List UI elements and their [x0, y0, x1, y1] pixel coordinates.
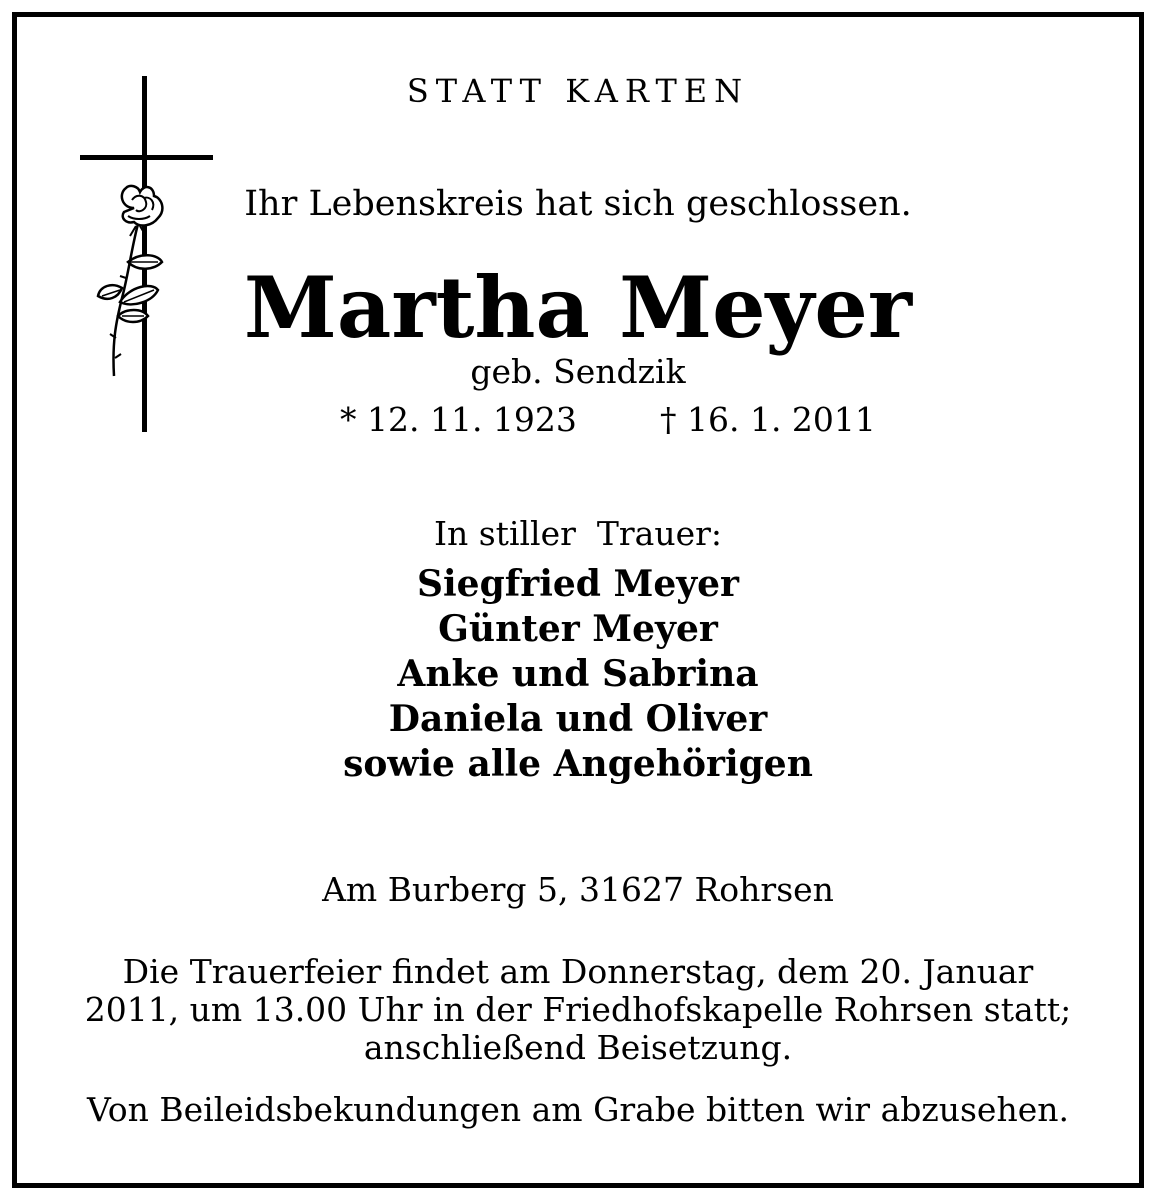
deceased-name: Martha Meyer [243, 258, 913, 357]
ceremony-line: anschließend Beisetzung. [363, 1028, 793, 1067]
ceremony-line: 2011, um 13.00 Uhr in der Friedhofskapelle Rohrsen statt; [84, 990, 1072, 1029]
mourner-name: Daniela und Oliver [388, 698, 768, 740]
mourner-name: Anke und Sabrina [397, 653, 759, 695]
ceremony-line: Die Trauerfeier findet am Donnerstag, dem 20. Januar [122, 952, 1034, 991]
mourners-list [0, 562, 1156, 787]
closing-line: Von Beileidsbekundungen am Grabe bitten wir abzusehen. [86, 1090, 1069, 1129]
mourner-name: sowie alle Angehörigen [343, 743, 813, 785]
birth-date: * 12. 11. 1923 [340, 400, 577, 439]
motto-line: Ihr Lebenskreis hat sich geschlossen. [244, 184, 912, 224]
mourner-name: Günter Meyer [438, 608, 718, 650]
mourner-name: Siegfried Meyer [416, 563, 740, 605]
statt-karten-heading: STATT KARTEN [406, 72, 750, 110]
mourning-label: In stiller Trauer: [433, 514, 723, 553]
ceremony-paragraph [0, 953, 1156, 1067]
address-line: Am Burberg 5, 31627 Rohrsen [322, 870, 834, 909]
birth-name: geb. Sendzik [470, 352, 686, 391]
death-date: † 16. 1. 2011 [660, 400, 876, 439]
